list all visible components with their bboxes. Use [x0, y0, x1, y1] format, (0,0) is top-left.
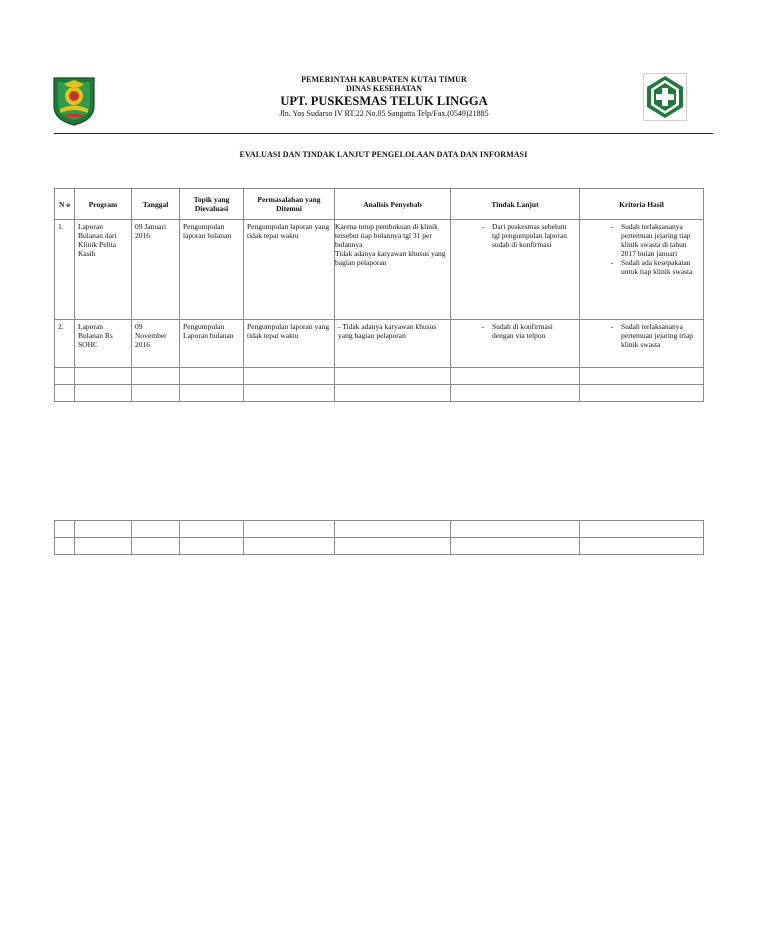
cell-program: Laporan Bulanan dari Klinik Pelita Kasih	[75, 220, 132, 320]
kriteria-text: Sudah ada kesepakatan untuk tiap klinik swasta	[621, 258, 693, 276]
table-row	[55, 220, 704, 320]
header-tindak-lanjut: Tindak Lanjut	[451, 189, 580, 220]
empty-cell	[75, 521, 132, 538]
empty-cell	[335, 368, 451, 385]
header-kriteria: Kriteria Hasil	[580, 189, 704, 220]
empty-cell	[132, 521, 180, 538]
header-analisis: Analisis Penyebab	[335, 189, 451, 220]
cell-topik: Pengumpulan laporan bulanan	[180, 220, 244, 320]
kriteria-item	[583, 258, 700, 276]
cell-kriteria	[580, 320, 704, 368]
empty-cell	[132, 368, 180, 385]
tindak-lanjut-text: Dari puskesmas sebelum tgl pengumpulan laporan sudah di konfirmasi	[492, 222, 567, 249]
empty-cell	[451, 538, 580, 555]
cell-kriteria	[580, 220, 704, 320]
cell-no: 1.	[55, 220, 75, 320]
puskesmas-cross-logo-icon	[643, 73, 687, 121]
bullet-dash: -	[610, 322, 614, 331]
empty-cell	[244, 538, 335, 555]
letterhead-department: DINAS KESEHATAN	[346, 84, 422, 93]
empty-cell	[580, 368, 704, 385]
regency-emblem-icon	[50, 76, 98, 126]
empty-cell	[55, 538, 75, 555]
table-row	[55, 320, 704, 368]
cell-tanggal: 09 Januari 2016	[132, 220, 180, 320]
tindak-lanjut-item	[454, 322, 576, 340]
empty-cell	[75, 385, 132, 402]
table-header-row	[55, 189, 704, 220]
empty-cell	[180, 368, 244, 385]
empty-cell	[180, 521, 244, 538]
letterhead-divider	[54, 133, 713, 134]
empty-cell	[180, 385, 244, 402]
empty-cell	[132, 538, 180, 555]
kriteria-text: Sudah terlaksananya pertemuan jejaring tiap klinik swasta di tahun 2017 bulan januari	[621, 222, 691, 258]
empty-cell	[244, 385, 335, 402]
analisis-item: Karena tutup pembukuan di klinik tersebut tiap bulannya tgl 31 per bulannya	[335, 222, 438, 249]
cell-analisis	[335, 220, 451, 320]
bullet-dash: -	[481, 322, 485, 331]
empty-cell	[580, 385, 704, 402]
kriteria-item	[583, 322, 700, 349]
cell-tanggal: 09 November 2016	[132, 320, 180, 368]
empty-table-row	[55, 385, 704, 402]
empty-cell	[451, 521, 580, 538]
empty-cell	[580, 538, 704, 555]
letterhead-government: PEMERINTAH KABUPATEN KUTAI TIMUR	[301, 75, 467, 84]
cell-topik: Pengumpulan Laporan bulanan	[180, 320, 244, 368]
header-no: N o	[55, 189, 75, 220]
cell-permasalahan: Pengumpulan laporan yang tidak tepat waktu	[244, 320, 335, 368]
empty-cell	[335, 385, 451, 402]
cell-analisis	[335, 320, 451, 368]
header-permasalahan: Permasalahan yang Ditemui	[244, 189, 335, 220]
empty-table-row	[55, 521, 704, 538]
empty-cell	[335, 521, 451, 538]
cell-permasalahan: Pengumpulan laporan yang tidak tepat waktu	[244, 220, 335, 320]
cell-no: 2.	[55, 320, 75, 368]
bullet-dash: -	[610, 258, 614, 267]
empty-cell	[132, 385, 180, 402]
header-program: Program	[75, 189, 132, 220]
empty-cell	[55, 368, 75, 385]
letterhead	[180, 75, 588, 119]
cell-tindak-lanjut	[451, 220, 580, 320]
empty-cell	[75, 538, 132, 555]
tindak-lanjut-item	[454, 222, 576, 249]
empty-table-row	[55, 368, 704, 385]
empty-cell	[244, 521, 335, 538]
header-topik: Topik yang Dievaluasi	[180, 189, 244, 220]
empty-cell	[75, 368, 132, 385]
analisis-item: Tidak adanya karyawan khusus yang bagian pelaporan	[335, 249, 446, 267]
document-title: EVALUASI DAN TINDAK LANJUT PENGELOLAAN DATA DAN INFORMASI	[239, 150, 528, 159]
empty-cell	[335, 538, 451, 555]
cell-program: Laporan Bulanan Rs SOHC	[75, 320, 132, 368]
bullet-dash: -	[610, 222, 614, 231]
letterhead-institution: UPT. PUSKESMAS TELUK LINGGA	[280, 94, 488, 108]
continuation-table	[54, 520, 704, 555]
kriteria-text: Sudah terlaksananya pertemuan jejaring triap klinik swasta	[621, 322, 694, 349]
kriteria-item	[583, 222, 700, 258]
empty-cell	[180, 538, 244, 555]
empty-cell	[55, 385, 75, 402]
analisis-item: - Tidak adanya karyawan khusus yang bagian pelaporan	[338, 322, 437, 340]
empty-cell	[451, 385, 580, 402]
letterhead-address: Jln. Yos Sudarso IV RT.22 No.05 Sangatta Telp/Fax.(0549)21885	[279, 109, 489, 118]
evaluation-table	[54, 188, 704, 402]
empty-cell	[580, 521, 704, 538]
empty-cell	[244, 368, 335, 385]
tindak-lanjut-text: Sudah di konfirmasi dengan via telpon	[492, 322, 553, 340]
cell-tindak-lanjut	[451, 320, 580, 368]
empty-cell	[451, 368, 580, 385]
bullet-dash: -	[481, 222, 485, 231]
header-tanggal: Tanggal	[132, 189, 180, 220]
empty-cell	[55, 521, 75, 538]
empty-table-row	[55, 538, 704, 555]
